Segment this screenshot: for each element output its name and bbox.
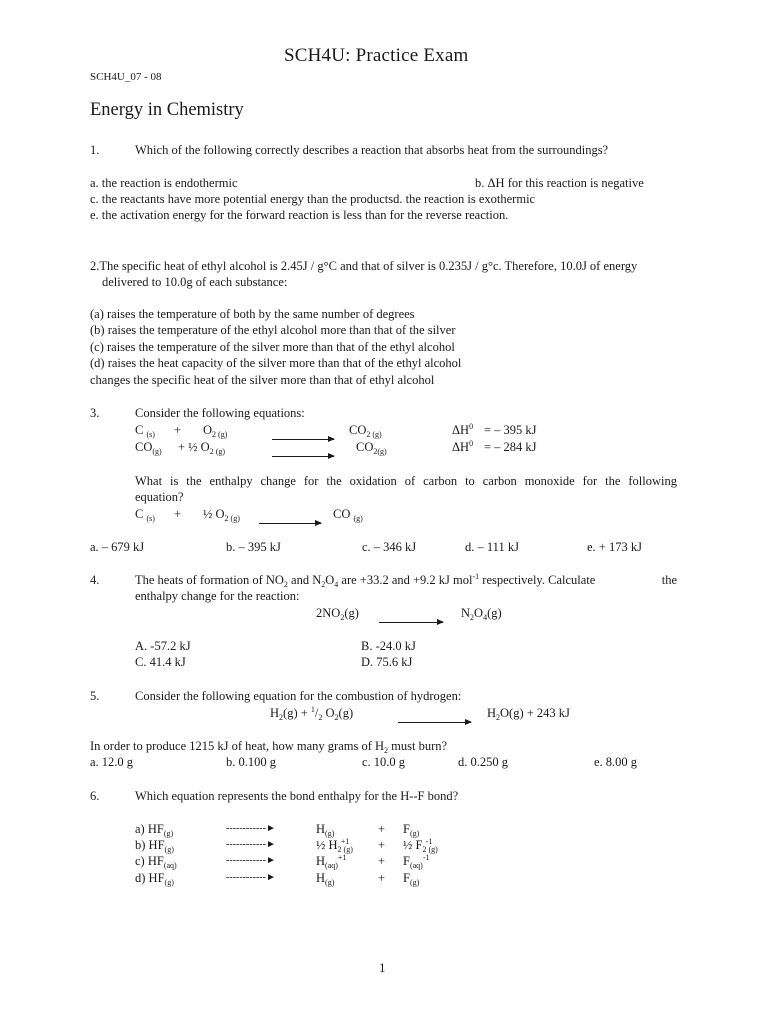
- q4-number: 4.: [90, 573, 100, 587]
- q6-option-b-product1: ½ $H_{2 (g)}^{+1}$: [316, 837, 353, 854]
- q2-stem-line2: delivered to 10.0g of each substance:: [102, 275, 288, 289]
- q4-option-c: C. 41.4 kJ: [135, 655, 186, 669]
- q6-option-d-product2: $F_{(g)}$: [403, 871, 420, 887]
- q6-option-c-product2: $F_{(aq)}^{-1}$: [403, 853, 430, 870]
- q5-eq-right: $H_2O(g) + 243$ kJ: [487, 706, 570, 722]
- q1-option-b: b. ΔH for this reaction is negative: [475, 176, 644, 190]
- q6-option-d-arrow: ------------►: [226, 872, 276, 883]
- q6-option-d-product1: $H_{(g)}$: [316, 871, 335, 887]
- q6-option-c-reactant: c) $HF_{(aq)}$: [135, 854, 177, 870]
- q3-stem: Consider the following equations:: [135, 406, 305, 420]
- q6-option-a-product2: $F_{(g)}$: [403, 822, 420, 838]
- q3-eq1-value: = – 395 kJ: [484, 423, 537, 437]
- q3-option-b: b. – 395 kJ: [226, 540, 281, 554]
- q6-option-a-arrow: ------------►: [226, 823, 276, 834]
- q3-eq1-plus: +: [174, 423, 182, 437]
- q6-stem: Which equation represents the bond enthalpy for the H--F bond?: [135, 789, 459, 803]
- page-title: SCH4U: Practice Exam: [284, 45, 469, 66]
- q5-option-d: d. 0.250 g: [458, 755, 508, 769]
- q6-option-b-arrow: ------------►: [226, 839, 276, 850]
- q4-eq-arrow: [379, 613, 443, 629]
- q6-option-d-plus: +: [378, 871, 386, 885]
- q3-eq2-reactant1: $CO_{(g)}$: [135, 440, 162, 456]
- q5-question: In order to produce 1215 kJ of heat, how many grams of $H_2$ must burn?: [90, 739, 448, 755]
- q6-number: 6.: [90, 789, 100, 803]
- q6-option-c-arrow: ------------►: [226, 855, 276, 866]
- q4-stem-line2: enthalpy change for the reaction:: [135, 589, 300, 603]
- q6-option-a-reactant: a) $HF_{(g)}$: [135, 822, 174, 838]
- q4-option-b: B. -24.0 kJ: [361, 639, 416, 653]
- q2-option-c: (c) raises the temperature of the silver more than that of the ethyl alcohol: [90, 340, 455, 354]
- q3-eq1-reactant2: $O_{2 (g)}$: [203, 423, 228, 439]
- q3-eq3-reactant1: C $_{(s)}$: [135, 507, 155, 523]
- q1-option-a: a. the reaction is endothermic: [90, 176, 238, 190]
- q2-option-a: (a) raises the temperature of both by the same number of degrees: [90, 307, 415, 321]
- q3-eq1-product: $CO_{2 (g)}$: [349, 423, 382, 439]
- q6-option-d-reactant: d) $HF_{(g)}$: [135, 871, 174, 887]
- q1-stem: Which of the following correctly describes a reaction that absorbs heat from the surroundings?: [135, 143, 609, 157]
- q3-eq2-value: = – 284 kJ: [484, 440, 537, 454]
- q3-eq2-product: $CO_{2(g)}$: [356, 440, 387, 456]
- q3-question-line2: equation?: [135, 490, 184, 504]
- section-heading: Energy in Chemistry: [90, 100, 244, 120]
- q3-number: 3.: [90, 406, 100, 420]
- q3-eq1-dh: $\Delta H^0$: [452, 422, 474, 437]
- q5-eq-arrow: [398, 713, 471, 729]
- q4-stem-line1: The heats of formation of $NO_2$ and $N_2O_4$ are +33.2 and +9.2 kJ mol$^{-1}$ respectively. Calculate the: [135, 572, 677, 589]
- q4-eq-left: $2NO_2(g)$: [316, 606, 359, 622]
- q1-option-e: e. the activation energy for the forward reaction is less than for the reverse reaction.: [90, 208, 509, 222]
- q3-eq3-reactant2: ½ $O_{2 (g)}$: [203, 507, 240, 523]
- q1-number: 1.: [90, 143, 100, 157]
- q4-option-a: A. -57.2 kJ: [135, 639, 191, 653]
- q3-eq1-reactant1: C $_{(s)}$: [135, 423, 155, 439]
- q3-option-e: e. + 173 kJ: [587, 540, 642, 554]
- q4-option-d: D. 75.6 kJ: [361, 655, 413, 669]
- q5-eq-left: $H_2(g) + ^1/_2$ $O_2(g)$: [270, 705, 354, 722]
- q2-stem-line1: 2.The specific heat of ethyl alcohol is 2.45J / g°C and that of silver is 0.235J / g°c. Therefore, 10.0J of energy: [90, 259, 638, 273]
- q6-option-a-plus: +: [378, 822, 386, 836]
- q5-option-b: b. 0.100 g: [226, 755, 276, 769]
- q3-eq2-dh: $\Delta H^0$: [452, 439, 474, 454]
- q6-option-c-plus: +: [378, 854, 386, 868]
- page-number: 1: [379, 960, 386, 975]
- q3-eq3-plus: +: [174, 507, 182, 521]
- q2-option-e: changes the specific heat of the silver more than that of ethyl alcohol: [90, 373, 435, 387]
- q3-eq3-arrow: [259, 514, 321, 530]
- q4-eq-right: $N_2O_4(g)$: [461, 606, 502, 622]
- q5-number: 5.: [90, 689, 100, 703]
- q3-eq1-arrow: [272, 430, 334, 446]
- q5-option-a: a. 12.0 g: [90, 755, 134, 769]
- q5-option-c: c. 10.0 g: [362, 755, 406, 769]
- q6-option-b-product2: ½ $F_{2 (g)}^{-1}$: [403, 837, 438, 854]
- q2-option-b: (b) raises the temperature of the ethyl alcohol more than that of the silver: [90, 323, 456, 337]
- q3-question-line1: What is the enthalpy change for the oxidation of carbon to carbon monoxide for the following: [135, 474, 677, 488]
- q3-option-c: c. – 346 kJ: [362, 540, 417, 554]
- q3-option-a: a. – 679 kJ: [90, 540, 145, 554]
- q1-option-c-d: c. the reactants have more potential energy than the productsd. the reaction is exothermic: [90, 192, 536, 206]
- q5-option-e: e. 8.00 g: [594, 755, 638, 769]
- q6-option-b-plus: +: [378, 838, 386, 852]
- q6-option-c-product1: $H_{(aq)}^{+1}$: [316, 853, 347, 870]
- q6-option-b-reactant: b) $HF_{(g)}$: [135, 838, 174, 854]
- q3-option-d: d. – 111 kJ: [465, 540, 519, 554]
- q6-option-a-product1: $H_{(g)}$: [316, 822, 335, 838]
- q3-eq2-reactant2: + ½ $O_{2 (g)}$: [178, 440, 226, 456]
- q3-eq2-arrow: [272, 447, 334, 463]
- course-code: SCH4U_07 - 08: [90, 71, 162, 83]
- q5-stem: Consider the following equation for the combustion of hydrogen:: [135, 689, 462, 703]
- q2-option-d: (d) raises the heat capacity of the silver more than that of the ethyl alcohol: [90, 356, 462, 370]
- q3-eq3-product: CO $_{(g)}$: [333, 507, 363, 523]
